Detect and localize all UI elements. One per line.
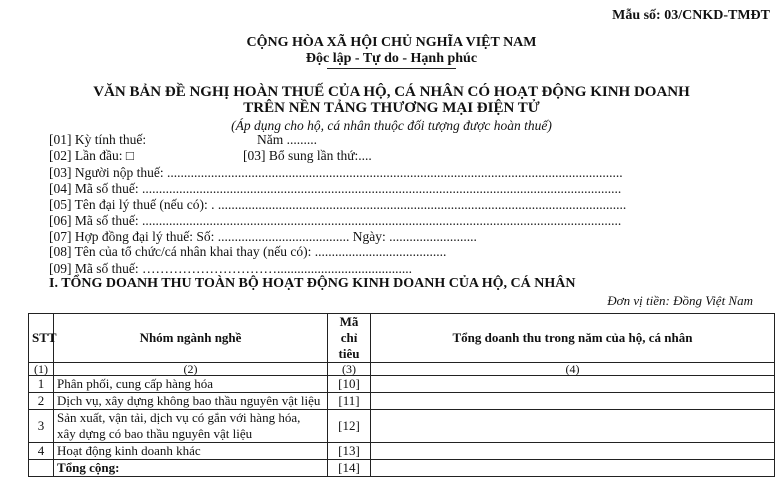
row-stt: 2 [29,393,54,410]
field-agent-tax-code: [06] Mã số thuế: .............................................................................................................................................. [49,213,622,228]
form-number: Mẫu số: 03/CNKD-TMĐT [612,8,770,23]
header-code-line2: chỉ tiêu [338,330,360,361]
field-tax-code: [04] Mã số thuế: .............................................................................................................................................. [49,181,622,196]
motto-underline [327,68,456,69]
row-group [54,410,328,443]
row-stt: 1 [29,376,54,393]
header-code [328,314,371,363]
field-declarant-tax-code: [09] Mã số thuế: …………………………........................................ [49,261,412,276]
row-stt: 4 [29,443,54,460]
col-number: (1) [29,363,54,376]
currency-unit: Đơn vị tiền: Đồng Việt Nam [607,293,753,308]
row-code: [10] [328,376,371,393]
field-declarant-name: [08] Tên của tổ chức/cá nhân khai thay (nếu có): ....................................... [49,244,447,259]
total-label: Tổng cộng: [54,460,328,477]
header-code-line1: Mã [339,314,359,329]
row-revenue-cell[interactable] [371,410,775,443]
table-row [29,410,775,443]
field-tax-period-label: [01] Kỳ tính thuế: [49,132,147,147]
row-group-line2: xây dựng có bao thầu nguyên vật liệu [57,426,253,441]
col-number: (3) [328,363,371,376]
field-taxpayer: [03] Người nộp thuế: ....................................................................................................................................... [49,165,623,180]
table-row [29,393,775,410]
field-tax-agent-name: [05] Tên đại lý thuế (nếu có): . ......................................................................................................................... [49,197,627,212]
field-agent-contract: [07] Hợp đồng đại lý thuế: Số: ....................................... Ngày: .......................... [49,229,477,244]
document-title-line1: VĂN BẢN ĐỀ NGHỊ HOÀN THUẾ CỦA HỘ, CÁ NHÂN CÓ HOẠT ĐỘNG KINH DOANH [93,84,690,100]
document-subtitle: (Áp dụng cho hộ, cá nhân thuộc đối tượng được hoàn thuế) [231,118,552,133]
row-code: [11] [328,393,371,410]
field-tax-period-value: Năm ......... [257,132,317,147]
total-row [29,460,775,477]
total-code: [14] [328,460,371,477]
row-group: Phân phối, cung cấp hàng hóa [54,376,328,393]
national-motto: Độc lập - Tự do - Hạnh phúc [305,51,478,66]
header-stt: STT [29,314,54,363]
national-title: CỘNG HÒA XÃ HỘI CHỦ NGHĨA VIỆT NAM [246,35,537,50]
col-number: (4) [371,363,775,376]
header-group: Nhóm ngành nghề [54,314,328,363]
col-number: (2) [54,363,328,376]
row-code: [12] [328,410,371,443]
section-heading: I. TỔNG DOANH THU TOÀN BỘ HOẠT ĐỘNG KINH DOANH CỦA HỘ, CÁ NHÂN [49,276,576,291]
total-stt [29,460,54,477]
revenue-table [28,313,775,477]
field-supplement: [03] Bổ sung lần thứ:.... [243,148,372,163]
row-revenue-cell[interactable] [371,393,775,410]
table-header-row [29,314,775,363]
table-row [29,376,775,393]
total-revenue-cell[interactable] [371,460,775,477]
row-group-line1: Sản xuất, vận tải, dịch vụ có gắn với hàng hóa, [57,410,301,425]
table-row [29,443,775,460]
column-number-row [29,363,775,376]
row-group: Dịch vụ, xây dựng không bao thầu nguyên vật liệu [54,393,328,410]
row-revenue-cell[interactable] [371,376,775,393]
row-stt: 3 [29,410,54,443]
row-revenue-cell[interactable] [371,443,775,460]
header-revenue: Tổng doanh thu trong năm của hộ, cá nhân [371,314,775,363]
document-title-line2: TRÊN NỀN TẢNG THƯƠNG MẠI ĐIỆN TỬ [243,100,540,116]
row-code: [13] [328,443,371,460]
row-group: Hoạt động kinh doanh khác [54,443,328,460]
field-first-time: [02] Lần đầu: □ [49,148,135,163]
